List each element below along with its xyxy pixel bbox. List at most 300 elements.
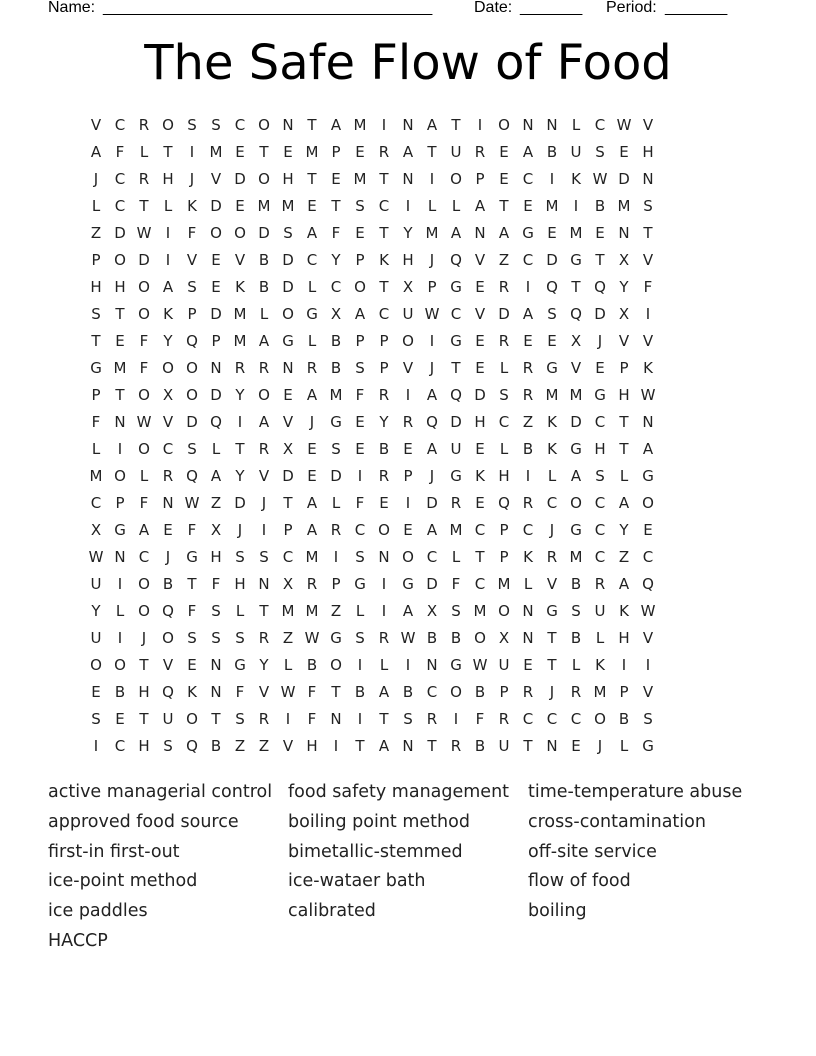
grid-letter[interactable]: D [234, 494, 246, 512]
grid-letter[interactable]: H [162, 170, 174, 188]
grid-letter[interactable]: E [355, 143, 365, 161]
grid-letter[interactable]: Q [642, 575, 654, 593]
grid-letter[interactable]: C [114, 737, 126, 755]
grid-letter[interactable]: L [523, 575, 533, 593]
grid-letter[interactable]: E [307, 197, 317, 215]
grid-letter[interactable]: E [283, 143, 293, 161]
grid-letter[interactable]: M [449, 521, 463, 539]
period-blank[interactable]: _______ [665, 0, 728, 16]
grid-letter[interactable]: D [282, 467, 294, 485]
grid-letter[interactable]: W [280, 683, 296, 701]
grid-letter[interactable]: S [211, 602, 221, 620]
grid-letter[interactable]: D [114, 224, 126, 242]
grid-letter[interactable]: D [282, 278, 294, 296]
grid-letter[interactable]: C [114, 116, 126, 134]
grid-letter[interactable]: T [331, 197, 341, 215]
grid-letter[interactable]: W [184, 494, 200, 512]
grid-letter[interactable]: K [643, 359, 653, 377]
grid-letter[interactable]: E [475, 494, 485, 512]
grid-letter[interactable]: C [594, 521, 606, 539]
grid-letter[interactable]: I [381, 575, 387, 593]
grid-letter[interactable]: C [114, 197, 126, 215]
grid-letter[interactable]: J [597, 737, 603, 755]
grid-letter[interactable]: I [477, 116, 483, 134]
grid-letter[interactable]: I [645, 656, 651, 674]
grid-letter[interactable]: N [474, 224, 486, 242]
grid-letter[interactable]: W [616, 116, 632, 134]
grid-letter[interactable]: E [307, 440, 317, 458]
grid-letter[interactable]: O [138, 305, 150, 323]
grid-letter[interactable]: A [522, 143, 534, 161]
grid-letter[interactable]: W [136, 413, 152, 431]
grid-letter[interactable]: T [523, 737, 533, 755]
grid-letter[interactable]: Q [498, 494, 510, 512]
grid-letter[interactable]: P [475, 170, 485, 188]
grid-letter[interactable]: E [643, 521, 653, 539]
grid-letter[interactable]: C [354, 521, 366, 539]
grid-letter[interactable]: J [429, 359, 435, 377]
grid-letter[interactable]: S [643, 197, 653, 215]
grid-letter[interactable]: C [546, 494, 558, 512]
grid-letter[interactable]: A [354, 305, 366, 323]
grid-letter[interactable]: E [211, 251, 221, 269]
grid-letter[interactable]: U [570, 143, 582, 161]
grid-letter[interactable]: Q [162, 602, 174, 620]
grid-letter[interactable]: S [163, 737, 173, 755]
grid-letter[interactable]: R [498, 278, 510, 296]
grid-letter[interactable]: I [549, 170, 555, 188]
grid-letter[interactable]: E [523, 332, 533, 350]
grid-letter[interactable]: S [331, 440, 341, 458]
grid-letter[interactable]: A [522, 305, 534, 323]
grid-letter[interactable]: S [283, 224, 293, 242]
grid-letter[interactable]: C [138, 548, 150, 566]
grid-letter[interactable]: Z [498, 251, 510, 269]
grid-letter[interactable]: L [211, 440, 221, 458]
grid-letter[interactable]: V [642, 116, 654, 134]
grid-letter[interactable]: J [141, 629, 147, 647]
grid-letter[interactable]: I [381, 116, 387, 134]
grid-letter[interactable]: R [522, 683, 534, 701]
grid-letter[interactable]: I [357, 710, 363, 728]
grid-letter[interactable]: W [304, 629, 320, 647]
grid-letter[interactable]: P [115, 494, 125, 512]
grid-letter[interactable]: X [498, 629, 510, 647]
grid-letter[interactable]: S [235, 710, 245, 728]
grid-letter[interactable]: O [642, 494, 654, 512]
grid-letter[interactable]: N [546, 737, 558, 755]
grid-letter[interactable]: Z [210, 494, 222, 512]
grid-letter[interactable]: L [259, 305, 269, 323]
grid-letter[interactable]: R [138, 116, 150, 134]
grid-letter[interactable]: N [114, 548, 126, 566]
grid-letter[interactable]: W [472, 656, 488, 674]
grid-letter[interactable]: N [402, 737, 414, 755]
grid-letter[interactable]: C [282, 548, 294, 566]
grid-letter[interactable]: C [234, 116, 246, 134]
grid-letter[interactable]: B [522, 440, 534, 458]
grid-letter[interactable]: D [426, 494, 438, 512]
grid-letter[interactable]: H [618, 629, 630, 647]
grid-letter[interactable]: G [114, 521, 126, 539]
grid-letter[interactable]: P [427, 278, 437, 296]
grid-letter[interactable]: L [307, 278, 317, 296]
grid-letter[interactable]: T [619, 440, 629, 458]
grid-letter[interactable]: D [282, 251, 294, 269]
grid-letter[interactable]: E [475, 440, 485, 458]
grid-letter[interactable]: J [309, 413, 315, 431]
grid-letter[interactable]: N [114, 413, 126, 431]
grid-letter[interactable]: H [642, 143, 654, 161]
grid-letter[interactable]: P [355, 251, 365, 269]
grid-letter[interactable]: R [378, 467, 390, 485]
grid-letter[interactable]: C [330, 278, 342, 296]
grid-letter[interactable]: A [138, 521, 150, 539]
grid-letter[interactable]: C [474, 575, 486, 593]
grid-letter[interactable]: C [522, 710, 534, 728]
grid-letter[interactable]: V [642, 251, 654, 269]
grid-letter[interactable]: V [258, 467, 270, 485]
grid-letter[interactable]: T [307, 116, 317, 134]
date-blank[interactable]: _______ [520, 0, 583, 16]
grid-letter[interactable]: R [474, 143, 486, 161]
grid-letter[interactable]: M [425, 224, 439, 242]
grid-letter[interactable]: W [424, 305, 440, 323]
grid-letter[interactable]: S [403, 710, 413, 728]
grid-letter[interactable]: P [379, 332, 389, 350]
grid-letter[interactable]: M [569, 386, 583, 404]
grid-letter[interactable]: C [594, 413, 606, 431]
grid-letter[interactable]: A [570, 467, 582, 485]
grid-letter[interactable]: W [400, 629, 416, 647]
grid-letter[interactable]: I [165, 224, 171, 242]
grid-letter[interactable]: G [282, 332, 294, 350]
grid-letter[interactable]: E [595, 224, 605, 242]
grid-letter[interactable]: B [306, 656, 318, 674]
grid-letter[interactable]: R [522, 386, 534, 404]
grid-letter[interactable]: V [162, 413, 174, 431]
grid-letter[interactable]: C [450, 305, 462, 323]
grid-letter[interactable]: A [258, 332, 270, 350]
grid-letter[interactable]: M [569, 224, 583, 242]
grid-letter[interactable]: I [429, 170, 435, 188]
grid-letter[interactable]: B [378, 440, 390, 458]
grid-letter[interactable]: O [138, 278, 150, 296]
grid-letter[interactable]: L [499, 359, 509, 377]
grid-letter[interactable]: O [498, 602, 510, 620]
grid-letter[interactable]: O [402, 548, 414, 566]
grid-letter[interactable]: B [618, 710, 630, 728]
grid-letter[interactable]: F [211, 575, 221, 593]
grid-letter[interactable]: H [234, 575, 246, 593]
grid-letter[interactable]: N [330, 710, 342, 728]
grid-letter[interactable]: T [619, 413, 629, 431]
grid-letter[interactable]: O [282, 305, 294, 323]
grid-letter[interactable]: B [162, 575, 174, 593]
grid-letter[interactable]: Y [619, 521, 629, 539]
grid-letter[interactable]: A [474, 197, 486, 215]
grid-letter[interactable]: Q [570, 305, 582, 323]
grid-letter[interactable]: E [283, 386, 293, 404]
grid-letter[interactable]: N [546, 116, 558, 134]
grid-letter[interactable]: V [618, 332, 630, 350]
grid-letter[interactable]: Q [594, 278, 606, 296]
grid-letter[interactable]: B [426, 629, 438, 647]
grid-letter[interactable]: P [91, 251, 101, 269]
grid-letter[interactable]: R [522, 359, 534, 377]
grid-letter[interactable]: P [499, 548, 509, 566]
grid-letter[interactable]: G [354, 575, 366, 593]
grid-letter[interactable]: O [450, 683, 462, 701]
grid-letter[interactable]: E [115, 710, 125, 728]
grid-letter[interactable]: C [378, 305, 390, 323]
grid-letter[interactable]: H [594, 440, 606, 458]
grid-letter[interactable]: U [90, 575, 102, 593]
grid-letter[interactable]: I [405, 386, 411, 404]
grid-letter[interactable]: K [547, 413, 557, 431]
grid-letter[interactable]: T [139, 197, 149, 215]
grid-letter[interactable]: J [237, 521, 243, 539]
grid-letter[interactable]: D [450, 413, 462, 431]
grid-letter[interactable]: I [165, 251, 171, 269]
grid-letter[interactable]: C [306, 251, 318, 269]
grid-letter[interactable]: E [475, 278, 485, 296]
grid-letter[interactable]: L [499, 440, 509, 458]
grid-letter[interactable]: D [426, 575, 438, 593]
grid-letter[interactable]: P [91, 386, 101, 404]
grid-letter[interactable]: A [402, 143, 414, 161]
grid-letter[interactable]: R [258, 710, 270, 728]
grid-letter[interactable]: N [162, 494, 174, 512]
grid-letter[interactable]: R [234, 359, 246, 377]
grid-letter[interactable]: Y [235, 386, 245, 404]
grid-letter[interactable]: M [257, 197, 271, 215]
grid-letter[interactable]: O [450, 170, 462, 188]
grid-letter[interactable]: V [642, 332, 654, 350]
grid-letter[interactable]: I [621, 656, 627, 674]
grid-letter[interactable]: D [210, 197, 222, 215]
grid-letter[interactable]: W [640, 602, 656, 620]
grid-letter[interactable]: D [546, 251, 558, 269]
grid-letter[interactable]: H [306, 737, 318, 755]
grid-letter[interactable]: M [329, 386, 343, 404]
grid-letter[interactable]: U [450, 143, 462, 161]
grid-letter[interactable]: F [643, 278, 653, 296]
grid-letter[interactable]: S [187, 278, 197, 296]
grid-letter[interactable]: S [187, 440, 197, 458]
grid-letter[interactable]: H [114, 278, 126, 296]
grid-letter[interactable]: I [117, 575, 123, 593]
grid-letter[interactable]: T [379, 224, 389, 242]
grid-letter[interactable]: R [378, 386, 390, 404]
grid-letter[interactable]: O [186, 710, 198, 728]
grid-letter[interactable]: V [90, 116, 102, 134]
grid-letter[interactable]: T [259, 143, 269, 161]
grid-letter[interactable]: C [546, 710, 558, 728]
grid-letter[interactable]: O [114, 467, 126, 485]
grid-letter[interactable]: A [426, 440, 438, 458]
grid-letter[interactable]: G [402, 575, 414, 593]
grid-letter[interactable]: E [571, 737, 581, 755]
grid-letter[interactable]: K [163, 305, 173, 323]
grid-letter[interactable]: A [426, 521, 438, 539]
grid-letter[interactable]: D [210, 305, 222, 323]
grid-letter[interactable]: U [498, 737, 510, 755]
grid-letter[interactable]: F [355, 386, 365, 404]
grid-letter[interactable]: V [474, 305, 486, 323]
grid-letter[interactable]: D [498, 305, 510, 323]
grid-letter[interactable]: Y [235, 467, 245, 485]
grid-letter[interactable]: X [330, 305, 342, 323]
grid-letter[interactable]: V [162, 656, 174, 674]
grid-letter[interactable]: T [427, 143, 437, 161]
grid-letter[interactable]: T [91, 332, 101, 350]
grid-letter[interactable]: E [403, 440, 413, 458]
grid-letter[interactable]: F [475, 710, 485, 728]
grid-letter[interactable]: P [211, 332, 221, 350]
grid-letter[interactable]: V [570, 359, 582, 377]
grid-letter[interactable]: R [258, 359, 270, 377]
grid-letter[interactable]: M [281, 602, 295, 620]
grid-letter[interactable]: C [522, 251, 534, 269]
grid-letter[interactable]: S [571, 602, 581, 620]
grid-letter[interactable]: E [595, 359, 605, 377]
grid-letter[interactable]: O [378, 521, 390, 539]
grid-letter[interactable]: L [595, 629, 605, 647]
grid-letter[interactable]: O [258, 170, 270, 188]
grid-letter[interactable]: K [475, 467, 485, 485]
grid-letter[interactable]: P [331, 143, 341, 161]
grid-letter[interactable]: T [571, 278, 581, 296]
grid-letter[interactable]: F [187, 521, 197, 539]
grid-letter[interactable]: H [618, 386, 630, 404]
grid-letter[interactable]: S [91, 305, 101, 323]
grid-letter[interactable]: R [258, 440, 270, 458]
grid-letter[interactable]: Q [450, 386, 462, 404]
grid-letter[interactable]: E [499, 170, 509, 188]
grid-letter[interactable]: M [617, 197, 631, 215]
grid-letter[interactable]: R [594, 575, 606, 593]
grid-letter[interactable]: E [355, 224, 365, 242]
grid-letter[interactable]: E [379, 494, 389, 512]
grid-letter[interactable]: M [545, 197, 559, 215]
grid-letter[interactable]: F [91, 413, 101, 431]
grid-letter[interactable]: Z [330, 602, 342, 620]
grid-letter[interactable]: R [546, 548, 558, 566]
grid-letter[interactable]: G [522, 224, 534, 242]
grid-letter[interactable]: I [117, 629, 123, 647]
grid-letter[interactable]: P [379, 359, 389, 377]
grid-letter[interactable]: I [285, 710, 291, 728]
grid-letter[interactable]: E [235, 197, 245, 215]
grid-letter[interactable]: I [357, 467, 363, 485]
grid-letter[interactable]: I [261, 521, 267, 539]
grid-letter[interactable]: L [139, 143, 149, 161]
grid-letter[interactable]: K [595, 656, 605, 674]
grid-letter[interactable]: S [355, 359, 365, 377]
grid-letter[interactable]: I [189, 143, 195, 161]
grid-letter[interactable]: T [451, 116, 461, 134]
grid-letter[interactable]: C [498, 413, 510, 431]
grid-letter[interactable]: R [450, 737, 462, 755]
grid-letter[interactable]: R [498, 710, 510, 728]
grid-letter[interactable]: V [642, 683, 654, 701]
grid-letter[interactable]: S [259, 548, 269, 566]
grid-letter[interactable]: O [138, 386, 150, 404]
grid-letter[interactable]: V [474, 251, 486, 269]
grid-letter[interactable]: E [523, 197, 533, 215]
grid-letter[interactable]: N [282, 116, 294, 134]
grid-letter[interactable]: T [235, 440, 245, 458]
grid-letter[interactable]: O [162, 629, 174, 647]
grid-letter[interactable]: R [162, 467, 174, 485]
grid-letter[interactable]: L [547, 467, 557, 485]
grid-letter[interactable]: E [235, 143, 245, 161]
grid-letter[interactable]: R [450, 494, 462, 512]
grid-letter[interactable]: I [405, 656, 411, 674]
grid-letter[interactable]: L [307, 332, 317, 350]
grid-letter[interactable]: C [114, 170, 126, 188]
grid-letter[interactable]: V [402, 359, 414, 377]
grid-letter[interactable]: L [571, 116, 581, 134]
grid-letter[interactable]: C [162, 440, 174, 458]
grid-letter[interactable]: C [90, 494, 102, 512]
grid-letter[interactable]: K [187, 683, 197, 701]
grid-letter[interactable]: A [450, 224, 462, 242]
grid-letter[interactable]: S [355, 197, 365, 215]
grid-letter[interactable]: A [378, 737, 390, 755]
grid-letter[interactable]: T [259, 602, 269, 620]
grid-letter[interactable]: R [498, 332, 510, 350]
grid-letter[interactable]: D [330, 467, 342, 485]
grid-letter[interactable]: N [642, 413, 654, 431]
grid-letter[interactable]: R [306, 575, 318, 593]
grid-letter[interactable]: L [163, 197, 173, 215]
grid-letter[interactable]: M [545, 386, 559, 404]
grid-letter[interactable]: Y [331, 251, 341, 269]
grid-letter[interactable]: S [643, 710, 653, 728]
grid-letter[interactable]: I [525, 278, 531, 296]
grid-letter[interactable]: G [594, 386, 606, 404]
grid-letter[interactable]: A [402, 602, 414, 620]
grid-letter[interactable]: A [642, 440, 654, 458]
grid-letter[interactable]: C [594, 494, 606, 512]
grid-letter[interactable]: K [379, 251, 389, 269]
grid-letter[interactable]: O [138, 575, 150, 593]
grid-letter[interactable]: Z [258, 737, 270, 755]
grid-letter[interactable]: C [642, 548, 654, 566]
grid-letter[interactable]: F [139, 494, 149, 512]
grid-letter[interactable]: B [330, 359, 342, 377]
grid-letter[interactable]: I [93, 737, 99, 755]
grid-letter[interactable]: J [429, 467, 435, 485]
grid-letter[interactable]: G [186, 548, 198, 566]
grid-letter[interactable]: U [498, 656, 510, 674]
grid-letter[interactable]: A [258, 413, 270, 431]
grid-letter[interactable]: L [451, 197, 461, 215]
grid-letter[interactable]: H [138, 683, 150, 701]
grid-letter[interactable]: C [594, 548, 606, 566]
grid-letter[interactable]: S [547, 305, 557, 323]
grid-letter[interactable]: B [330, 332, 342, 350]
grid-letter[interactable]: A [306, 224, 318, 242]
grid-letter[interactable]: O [354, 278, 366, 296]
grid-letter[interactable]: D [210, 386, 222, 404]
grid-letter[interactable]: N [642, 170, 654, 188]
grid-letter[interactable]: R [378, 629, 390, 647]
grid-letter[interactable]: G [450, 656, 462, 674]
grid-letter[interactable]: Y [259, 656, 269, 674]
